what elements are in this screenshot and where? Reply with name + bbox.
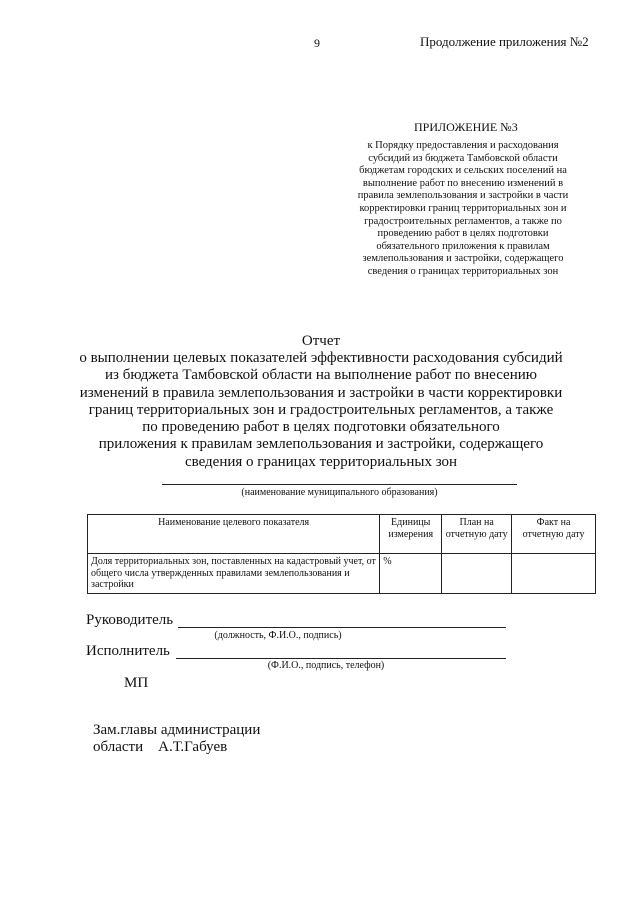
header-plan: План на отчетную дату — [442, 515, 512, 554]
table-header-row — [88, 515, 596, 554]
stamp-placeholder: МП — [124, 675, 149, 691]
report-line: из бюджета Тамбовской области на выполнение работ по внесению — [105, 367, 537, 384]
annex-line: обязательного приложения к правилам — [376, 240, 550, 252]
page-number: 9 — [314, 36, 320, 50]
municipality-field-line — [162, 484, 517, 485]
header-fact: Факт на отчетную дату — [512, 515, 596, 554]
annex-description — [338, 140, 588, 279]
report-line: о выполнении целевых показателей эффективности расходования субсидий — [79, 350, 563, 366]
cell-indicator: Доля территориальных зон, поставленных на кадастровый учет, от общего числа утвержденных правилами землепользования и застройки — [88, 554, 380, 594]
indicators-table — [87, 514, 596, 594]
annex-line: выполнение работ по внесению изменений в — [362, 177, 564, 189]
deputy-title: Зам.главы администрации — [93, 722, 261, 738]
head-signature-caption: (должность, Ф.И.О., подпись) — [214, 630, 342, 641]
annex-line: субсидий из бюджета Тамбовской области — [368, 152, 558, 164]
annex-title: ПРИЛОЖЕНИЕ №3 — [414, 120, 518, 134]
head-signature-line — [178, 627, 506, 628]
annex-line: землепользования и застройки, содержащего — [362, 253, 564, 265]
annex-line: градостроительных регламентов, а также по — [364, 215, 562, 227]
report-line: границ территориальных зон и градостроительных регламентов, а также — [88, 401, 554, 418]
annex-line: сведения о границах территориальных зон — [367, 265, 559, 277]
cell-plan — [442, 554, 512, 594]
cell-unit: % — [380, 554, 442, 594]
executor-signature-caption: (Ф.И.О., подпись, телефон) — [267, 660, 385, 671]
continuation-label: Продолжение приложения №2 — [420, 34, 589, 49]
executor-signature-label: Исполнитель — [86, 643, 170, 659]
report-title — [66, 350, 576, 471]
header-unit: Единицы измерения — [380, 515, 442, 554]
report-heading: Отчет — [301, 333, 341, 349]
report-line: сведения о границах территориальных зон — [184, 453, 458, 470]
annex-line: к Порядку предоставления и расходования — [367, 140, 559, 151]
deputy-name: области А.Т.Габуев — [93, 739, 228, 755]
annex-line: корректировки границ территориальных зон и — [359, 202, 567, 214]
header-indicator: Наименование целевого показателя — [88, 515, 380, 554]
municipality-caption: (наименование муниципального образования) — [241, 487, 438, 498]
report-line: изменений в правила землепользования и застройки в части корректировки — [79, 384, 563, 401]
cell-fact — [512, 554, 596, 594]
head-signature-label: Руководитель — [86, 612, 174, 628]
table-row — [88, 554, 596, 594]
deputy-signature-block — [93, 722, 260, 756]
annex-line: проведению работ в целях подготовки — [377, 228, 549, 240]
executor-signature-line — [176, 658, 506, 659]
report-line: по проведению работ в целях подготовки обязательного — [142, 419, 500, 436]
report-line: приложения к правилам землепользования и застройки, содержащего — [98, 436, 544, 453]
annex-line: бюджетам городских и сельских поселений на — [359, 165, 567, 177]
annex-line: правила землепользования и застройки в части — [357, 190, 569, 202]
